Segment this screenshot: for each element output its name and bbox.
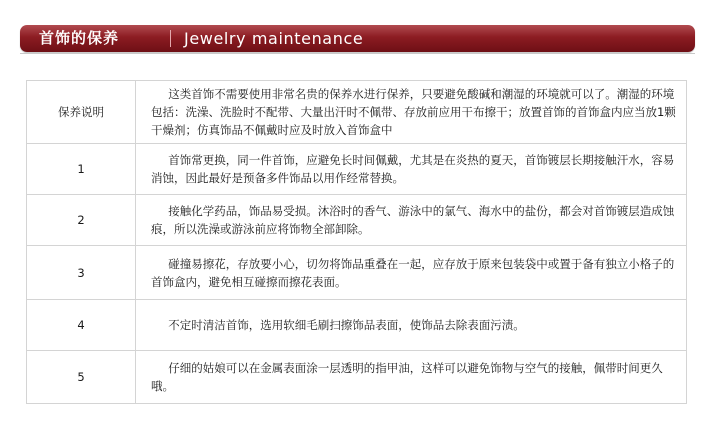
row-label: 1 [27,144,136,195]
row-label: 5 [27,351,136,404]
section-header-banner [20,25,695,52]
maintenance-table [26,80,687,404]
row-text-content: 接触化学药品，饰品易受损。沐浴时的香气、游泳中的氯气、海水中的盐份，都会对首饰镀层造成蚀痕，所以洗澡或游泳前应将饰物全部卸除。 [151,204,675,236]
section-title-chinese: 首饰的保养 [39,29,120,47]
table-row [27,351,687,404]
row-text-content: 这类首饰不需要使用非常名贵的保养水进行保养，只要避免酸碱和潮湿的环境就可以了。潮湿的环境包括：洗澡、洗脸时不配带、大量出汗时不佩带、存放前应用干布擦干；放置首饰的首饰盒内应当放1颗干燥剂；仿真饰品不佩戴时应及时放入首饰盒中 [151,87,676,137]
row-text-content: 碰撞易擦花，存放要小心，切勿将饰品重叠在一起，应存放于原来包装袋中或置于备有独立小格子的首饰盒内，避免相互碰擦而擦花表面。 [151,256,675,289]
row-text [136,300,687,351]
table-row [27,195,687,246]
row-text [136,195,687,246]
row-text-content: 首饰常更换，同一件首饰，应避免长时间佩戴，尤其是在炎热的夏天，首饰镀层长期接触汗水，容易消蚀，因此最好是预备多件饰品以用作经常替换。 [151,153,675,185]
row-text [136,81,687,144]
row-text-content: 仔细的姑娘可以在金属表面涂一层透明的指甲油，这样可以避免饰物与空气的接触，佩带时间更久哦。 [151,361,663,393]
table-row [27,81,687,144]
table-row [27,144,687,195]
header-divider [170,30,171,47]
table-row [27,246,687,300]
header-underline [20,53,695,54]
row-label: 2 [27,195,136,246]
section-title-english: Jewelry maintenance [184,29,364,48]
row-label: 4 [27,300,136,351]
row-text-content: 不定时清洁首饰，选用软细毛刷扫擦饰品表面，使饰品去除表面污渍。 [168,318,525,332]
row-text [136,351,687,404]
row-text [136,246,687,300]
row-text [136,144,687,195]
row-label: 保养说明 [27,81,136,144]
table-row [27,300,687,351]
row-label: 3 [27,246,136,300]
